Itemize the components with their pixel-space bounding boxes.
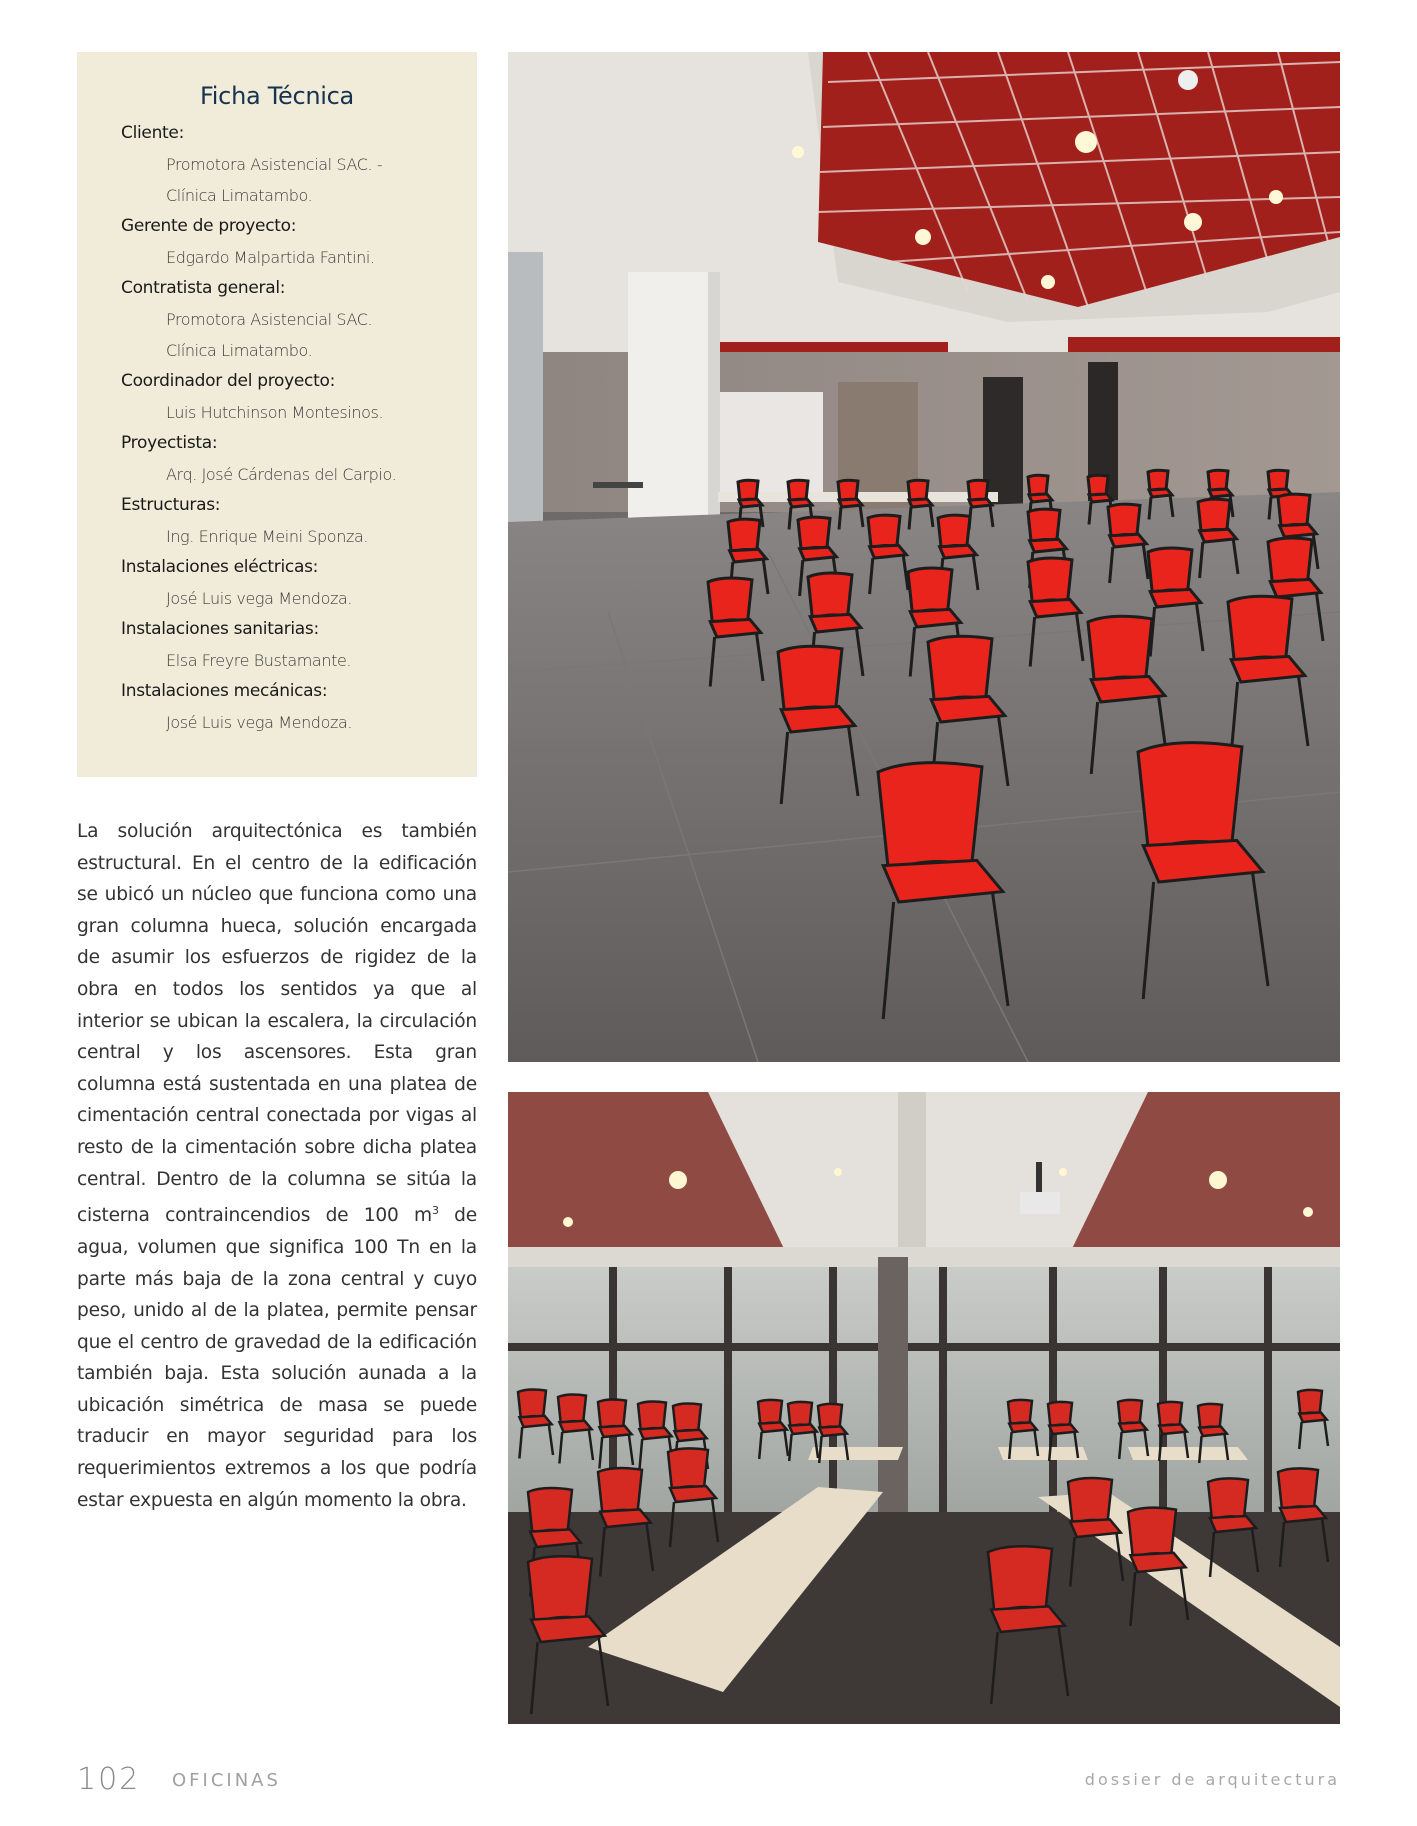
page-number: 102 <box>77 1762 141 1797</box>
ficha-value: Promotora Asistencial SAC. <box>166 310 373 329</box>
ficha-value: José Luis vega Mendoza. <box>166 589 353 608</box>
ficha-label: Estructuras: <box>121 495 221 515</box>
article-text-part2: de agua, volumen que significa 100 Tn en la parte más baja de la zona central y cuyo peso, unido al de la platea, permite pensar que el centro de gravedad de la edificación también baja. Esta solución aunada a la ubicación simétrica de masa se puede traducir en mayor seguridad para los requerimientos extremos a los que podría estar expuesta en algún momento la obra. <box>77 1205 477 1511</box>
ficha-title: Ficha Técnica <box>200 82 354 110</box>
ficha-value: Arq. José Cárdenas del Carpio. <box>166 465 397 484</box>
article-paragraph <box>77 816 477 1516</box>
ficha-label: Coordinador del proyecto: <box>121 371 335 391</box>
ficha-label: Gerente de proyecto: <box>121 216 297 236</box>
ficha-value: Promotora Asistencial SAC. - <box>166 155 383 174</box>
ficha-value: Clínica Limatambo. <box>166 186 313 205</box>
ficha-value: Elsa Freyre Bustamante. <box>166 651 352 670</box>
ficha-entries <box>121 118 477 738</box>
ficha-value: Edgardo Malpartida Fantini. <box>166 248 375 267</box>
section-name: OFICINAS <box>172 1770 281 1791</box>
ficha-value: Ing. Enrique Meini Sponza. <box>166 527 369 546</box>
ficha-label: Instalaciones eléctricas: <box>121 557 319 577</box>
ficha-label: Instalaciones mecánicas: <box>121 681 328 701</box>
photo-auditorium <box>508 52 1340 1062</box>
ficha-value: José Luis vega Mendoza. <box>166 713 353 732</box>
article-text-part1: La solución arquitectónica es también estructural. En el centro de la edificación se ubicó un núcleo que funciona como una gran columna hueca, solución encargada de asumir los esfuerzos de rigidez de la obra en todos los sentidos ya que al interior se ubican la escalera, la circulación central y los ascensores. Esta gran columna está sustentada en una platea de cimentación central conectada por vigas al resto de la cimentación sobre dicha platea central. Dentro de la columna se sitúa la cisterna contraincendios de 100 m <box>77 821 477 1227</box>
ficha-label: Proyectista: <box>121 433 218 453</box>
magazine-name: dossier de arquitectura <box>1084 1770 1340 1789</box>
ficha-label: Instalaciones sanitarias: <box>121 619 319 639</box>
ficha-label: Cliente: <box>121 123 185 143</box>
photo-classroom <box>508 1092 1340 1724</box>
ficha-label: Contratista general: <box>121 278 286 298</box>
ficha-value: Luis Hutchinson Montesinos. <box>166 403 384 422</box>
ficha-tecnica-box <box>77 52 477 777</box>
article-superscript: 3 <box>431 1204 439 1218</box>
ficha-value: Clínica Limatambo. <box>166 341 313 360</box>
